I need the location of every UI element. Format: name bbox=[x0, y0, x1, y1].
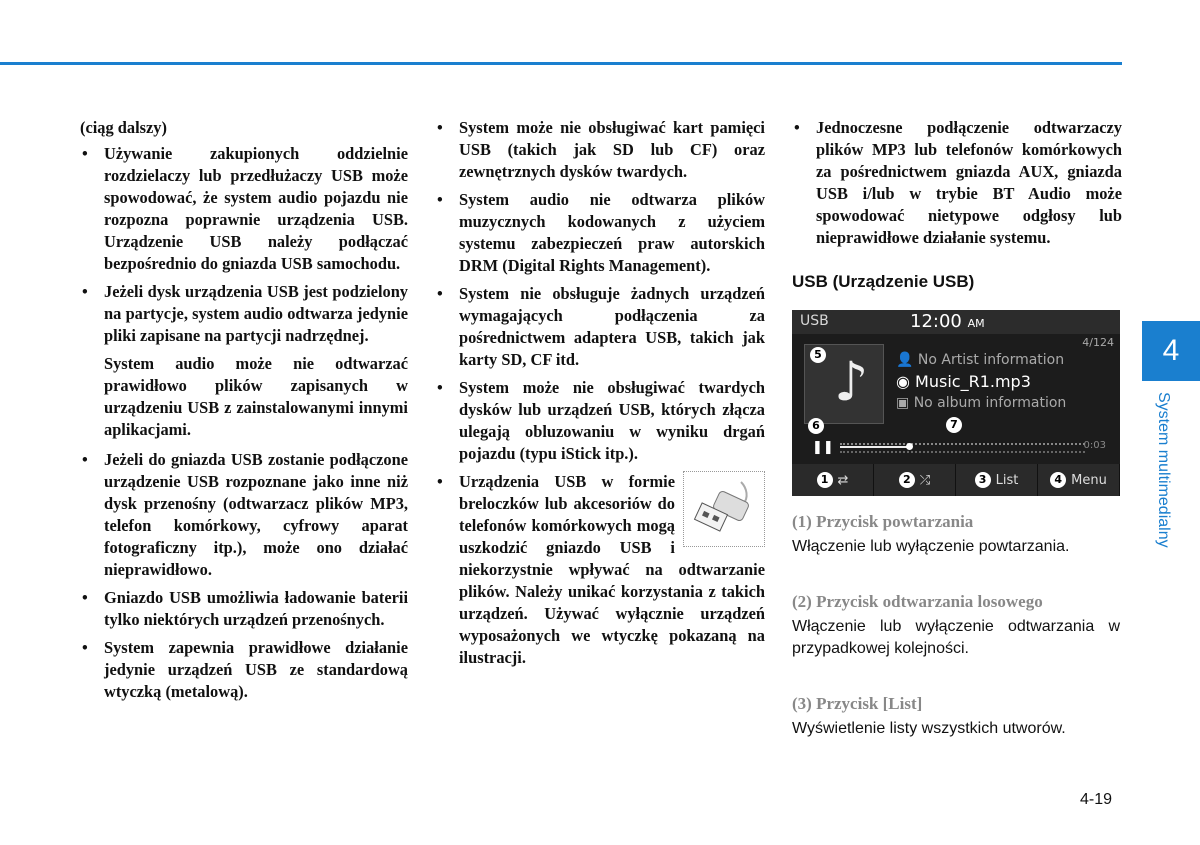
repeat-button[interactable]: 1 ⇄ bbox=[792, 464, 874, 496]
list-item: • Jeżeli dysk urządzenia USB jest podzielony na partycje, system audio odtwarza jedynie pliki zapisane na partycji nadrzędnej. bbox=[82, 282, 408, 345]
pause-icon[interactable]: ❚❚ bbox=[812, 440, 834, 455]
track-title: ◉ Music_R1.mp3 bbox=[896, 372, 1031, 391]
bullet-list-1b bbox=[80, 449, 408, 703]
music-note-icon: ♪ bbox=[834, 350, 869, 413]
callout-5: 5 bbox=[810, 347, 826, 363]
repeat-icon: ⇄ bbox=[837, 472, 849, 488]
bullet-list-1 bbox=[80, 143, 408, 347]
callout-6: 6 bbox=[808, 418, 824, 434]
bullet-list-2 bbox=[435, 117, 765, 669]
list-item: • System nie obsługuje żadnych urządzeń wymagających podłączenia za pośrednictwem adaptera USB, takich jak karty SD, CF itd. bbox=[437, 284, 765, 369]
continued-heading: (ciąg dalszy) bbox=[80, 118, 167, 137]
usb-plug-illustration bbox=[683, 471, 765, 547]
section-heading-usb: USB (Urządzenie USB) bbox=[792, 272, 975, 291]
chapter-tab: 4 bbox=[1142, 321, 1200, 381]
list-item: • Urządzenia USB w formie breloczków lub akcesoriów do telefonów komórkowych mogą uszkodzić gniazdo USB i niekorzystnie wpływać na odtwarzanie plików. Należy unikać korzystania z takich urządzeń. Używać wyłącznie urządzeń wyposażonych we wtyczkę pokazaną na ilustracji. bbox=[437, 472, 765, 667]
description-3: (3) Przycisk [List] Wyświetlenie listy wszystkich utworów. bbox=[792, 694, 1066, 737]
shuffle-button[interactable]: 2 ⤮ bbox=[874, 464, 956, 496]
description-1: (1) Przycisk powtarzania Włączenie lub wyłączenie powtarzania. bbox=[792, 512, 1070, 555]
list-item: • Gniazdo USB umożliwia ładowanie baterii tylko niektórych urządzeń przenośnych. bbox=[82, 588, 408, 629]
button-bar bbox=[792, 464, 1120, 496]
list-button[interactable]: 3 List bbox=[956, 464, 1038, 496]
source-label: USB bbox=[800, 313, 829, 329]
elapsed-time: 0:03 bbox=[1083, 440, 1106, 451]
description-2: (2) Przycisk odtwarzania losowego Włączenie lub wyłączenie odtwarzania w przypadkowej kolejności. bbox=[792, 592, 1120, 657]
progress-knob[interactable] bbox=[906, 443, 913, 450]
album-info: ▣ No album information bbox=[896, 395, 1067, 411]
list-item: • Jednoczesne podłączenie odtwarzaczy plików MP3 lub telefonów komórkowych za pośrednictwem gniazda AUX, gniazda USB i/lub w trybie BT Audio może spowodować nietypowe odgłosy lub nieprawidłowe działanie systemu. bbox=[794, 118, 1122, 247]
progress-track-lower bbox=[840, 451, 1085, 453]
artist-info: 👤 No Artist information bbox=[896, 352, 1065, 368]
list-item: • System zapewnia prawidłowe działanie jedynie urządzeń USB ze standardową wtyczką (metalową). bbox=[82, 638, 408, 701]
progress-fill bbox=[840, 446, 909, 448]
clock: 12:00 AM bbox=[910, 311, 985, 332]
bullet-list-3 bbox=[792, 117, 1122, 249]
list-item: • System audio nie odtwarza plików muzycznych kodowanych z użyciem systemu zabezpieczeń praw autorskich DRM (Digital Rights Management). bbox=[437, 190, 765, 275]
shuffle-icon: ⤮ bbox=[919, 472, 931, 488]
callout-7: 7 bbox=[946, 417, 962, 433]
list-item: • Jeżeli do gniazda USB zostanie podłączone urządzenie USB rozpoznane jako inne niż dysk przenośny (odtwarzacz plików MP3, telefon komórkowy, cyfrowy aparat fotograficzny itp.), może ono działać nieprawidłowo. bbox=[82, 450, 408, 579]
list-item: • Używanie zakupionych oddzielnie rozdzielaczy lub przedłużaczy USB może spowodować, że system audio pojazdu nie rozpozna poprawnie urządzenia USB. Urządzenie USB należy podłączać bezpośrednio do gniazda USB samochodu. bbox=[82, 144, 408, 273]
page-number: 4-19 bbox=[1080, 791, 1113, 808]
column-1 bbox=[80, 117, 408, 709]
track-count: 4/124 bbox=[1082, 336, 1114, 349]
usb-player-screenshot bbox=[792, 310, 1120, 496]
header-rule bbox=[0, 62, 1122, 65]
progress-track bbox=[840, 443, 1085, 445]
list-item: • System może nie obsługiwać twardych dysków lub urządzeń USB, których złącza ulegają obluzowaniu w wyniku drgań pojazdu (typu iStick itp.). bbox=[437, 378, 765, 463]
chapter-title-vertical: System multimedialny bbox=[1155, 392, 1172, 548]
column-3 bbox=[792, 117, 1122, 255]
sub-paragraph: System audio może nie odtwarzać prawidłowo plików zapisanych w urządzeniu USB z zainstalowanymi innymi aplikacjami. bbox=[104, 354, 408, 439]
list-item: • System może nie obsługiwać kart pamięci USB (takich jak SD lub CF) oraz zewnętrznych dysków twardych. bbox=[437, 118, 765, 181]
menu-button[interactable]: 4 Menu bbox=[1038, 464, 1120, 496]
column-2 bbox=[435, 117, 765, 675]
